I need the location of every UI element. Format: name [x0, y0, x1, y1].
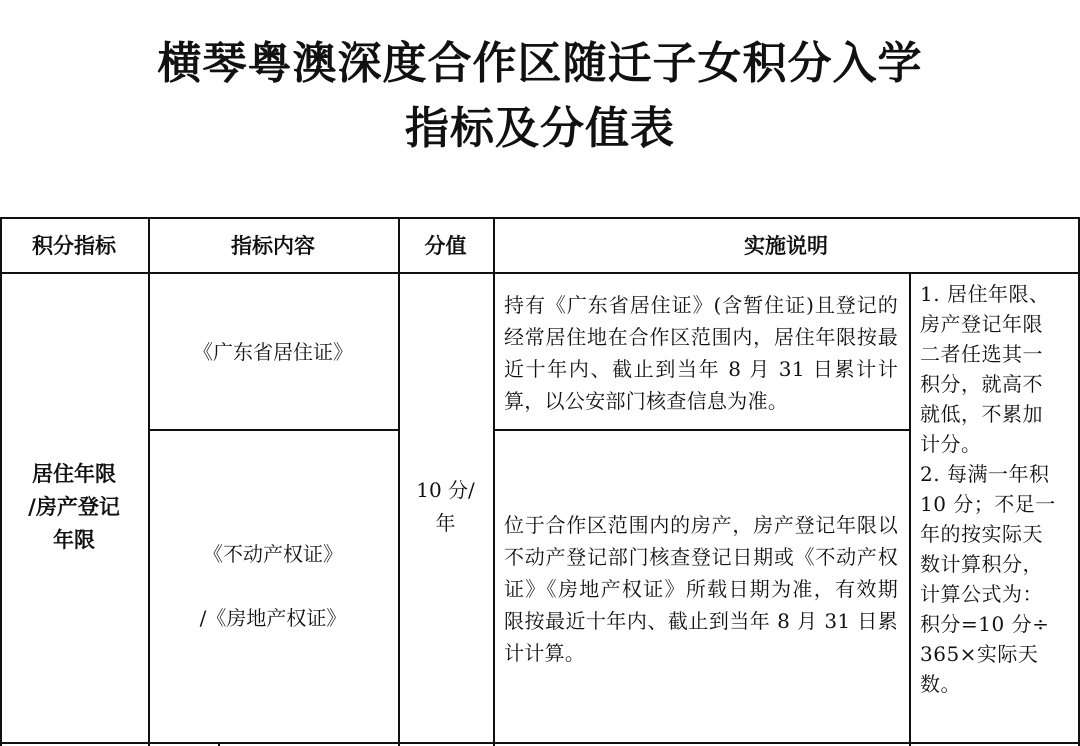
- header-score: 分值: [424, 234, 467, 258]
- header-description: 实施说明: [744, 234, 828, 258]
- score-line: 年: [435, 511, 456, 535]
- indicator-cell: [0, 272, 148, 742]
- header-indicator: 积分指标: [32, 234, 116, 258]
- scoring-note: [920, 279, 1072, 699]
- note-line: 就低，不累加: [920, 402, 1043, 426]
- note-line: 计算公式为：: [920, 582, 1043, 606]
- header-content: 指标内容: [231, 234, 315, 258]
- col-divider-3: [493, 217, 495, 746]
- document-title-line-1: 横琴粤澳深度合作区随迁子女积分入学: [157, 38, 923, 89]
- table-bottom-border: [0, 742, 1080, 744]
- note-line: 数计算积分，: [920, 552, 1043, 576]
- indicator-line: 居住年限: [32, 461, 116, 486]
- note-line: 2. 每满一年积: [920, 462, 1050, 486]
- content-property-line-1: 《不动产权证》: [203, 541, 343, 566]
- description-divider: [493, 429, 909, 431]
- note-line: 积分=10 分÷: [920, 612, 1050, 636]
- note-line: 计分。: [920, 432, 982, 456]
- note-line: 二者任选其一: [920, 342, 1043, 366]
- score-line: 10 分/: [416, 478, 475, 502]
- note-line: 数。: [920, 672, 961, 696]
- description-property-certificate: 位于合作区范围内的房产，房产登记年限以不动产登记部门核查登记日期或《不动产权证》《房地产权证》所载日期为准，有效期限按最近十年内、截止到当年 8 月 31 日累计计算。: [504, 513, 898, 665]
- col-divider-4: [909, 272, 911, 746]
- content-property-line-2: /《房地产权证》: [199, 605, 347, 630]
- note-line: 10 分；不足一: [920, 492, 1056, 516]
- note-line: 房产登记年限: [920, 312, 1043, 336]
- note-line: 积分，就高不: [920, 372, 1043, 396]
- table-right-border: [1078, 217, 1080, 746]
- note-line: 年的按实际天: [920, 522, 1043, 546]
- content-residence-permit: 《广东省居住证》: [193, 340, 353, 364]
- content-property-certificate: [148, 429, 398, 742]
- note-line: 1. 居住年限、: [920, 282, 1050, 306]
- indicator-line: 年限: [53, 527, 95, 552]
- description-residence-permit: 持有《广东省居住证》(含暂住证)且登记的经常居住地在合作区范围内，居住年限按最近十年内、截止到当年 8 月 31 日累计计算，以公安部门核查信息为准。: [504, 293, 898, 413]
- next-row-divider-stub: [218, 742, 220, 746]
- document-title-line-2: 指标及分值表: [405, 103, 675, 154]
- indicator-line: /房产登记: [28, 494, 120, 519]
- score-cell: [398, 272, 493, 742]
- note-line: 365×实际天: [920, 642, 1039, 666]
